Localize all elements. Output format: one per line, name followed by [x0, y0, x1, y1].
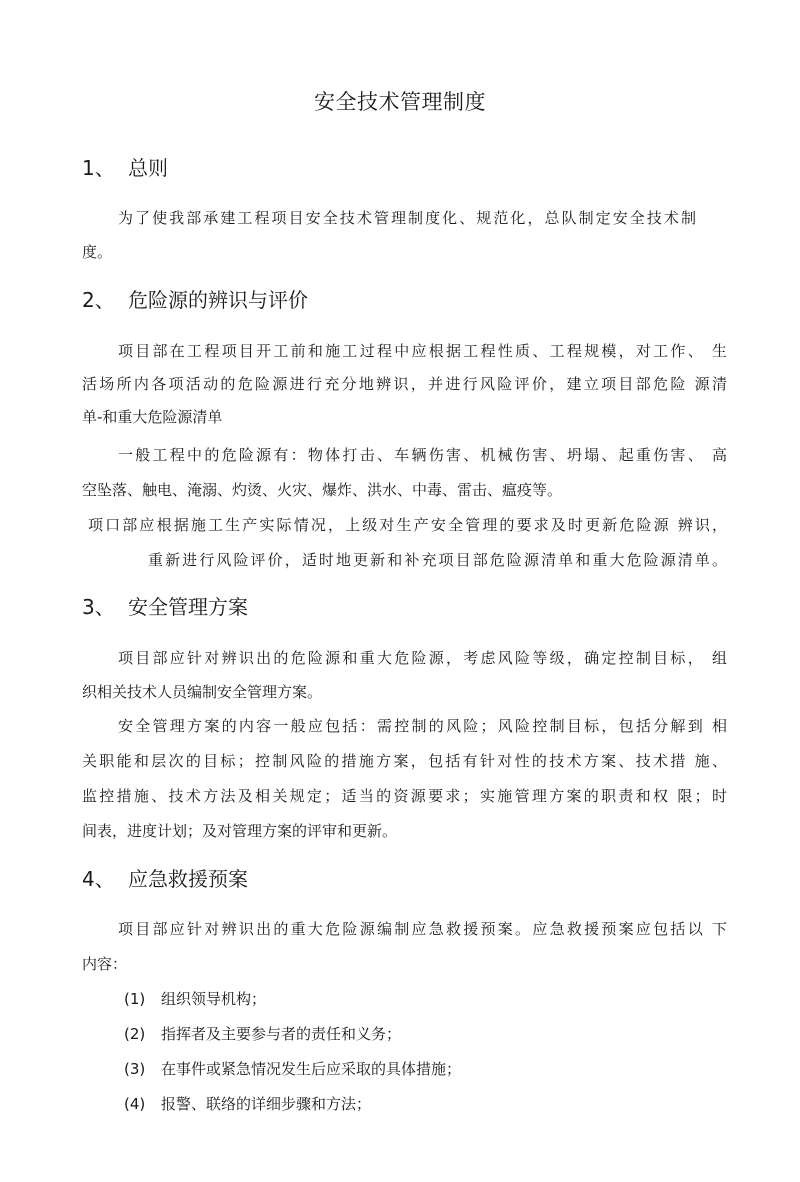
- list-item: [124, 1058, 461, 1080]
- list-item: [124, 1023, 401, 1045]
- paragraph-line: 间表，进度计划；及对管理方案的评审和更新。: [82, 822, 398, 840]
- list-item-number: (1): [124, 990, 146, 1008]
- section-title: 总则: [128, 156, 168, 180]
- section-heading: [82, 864, 248, 894]
- paragraph-line: 织相关技术人员编制安全管理方案。: [82, 683, 323, 701]
- list-item: [124, 1093, 371, 1115]
- paragraph-line: 一般工程中的危险源有：物体打击、车辆伤害、机械伤害、坍塌、起重伤害、 高: [118, 446, 727, 464]
- section-title: 危险源的辨识与评价: [128, 288, 308, 312]
- list-item-number: (4): [124, 1095, 146, 1113]
- paragraph-line: 关职能和层次的目标；控制风险的措施方案，包括有针对性的技术方案、技术措 施、: [82, 752, 727, 770]
- list-item-number: (3): [124, 1060, 146, 1078]
- section-heading: [82, 285, 308, 315]
- paragraph-line: 项目部应针对辨识出的危险源和重大危险源，考虑风险等级，确定控制目标， 组: [118, 649, 727, 667]
- list-item-number: (2): [124, 1025, 146, 1043]
- paragraph-line: 项目部应针对辨识出的重大危险源编制应急救援预案。应急救援预案应包括以 下: [118, 920, 727, 938]
- paragraph-line: 安全管理方案的内容一般应包括：需控制的风险；风险控制目标，包括分解到 相: [118, 717, 727, 735]
- section-number: 4、: [82, 867, 115, 891]
- section-title: 应急救援预案: [128, 867, 248, 891]
- list-item: [124, 988, 266, 1010]
- paragraph-line: 重新进行风险评价，适时地更新和补充项目部危险源清单和重大危险源清单。: [148, 551, 727, 569]
- section-number: 3、: [82, 595, 115, 619]
- list-item-text: 组织领导机构；: [161, 990, 267, 1008]
- section-heading: [82, 592, 248, 622]
- paragraph-line: 监控措施、技术方法及相关规定；适当的资源要求；实施管理方案的职责和权 限；时: [82, 787, 727, 805]
- paragraph-line: 项口部应根据施工生产实际情况，上级对生产安全管理的要求及时更新危险源 辨识，: [88, 516, 727, 534]
- section-number: 1、: [82, 156, 115, 180]
- list-item-text: 指挥者及主要参与者的责任和义务；: [161, 1025, 402, 1043]
- paragraph-line: 内容：: [82, 955, 128, 973]
- section-heading: [82, 153, 168, 183]
- paragraph-line: 项目部在工程项目开工前和施工过程中应根据工程性质、工程规模，对工作、 生: [118, 342, 727, 360]
- document-title: 安全技术管理制度: [314, 90, 486, 114]
- paragraph-line: 空坠落、触电、淹溺、灼烫、火灾、爆炸、洪水、中毒、雷击、瘟疫等。: [82, 481, 563, 499]
- paragraph-line: 度。: [82, 243, 113, 261]
- section-number: 2、: [82, 288, 115, 312]
- paragraph-line: 为了使我部承建工程项目安全技术管理制度化、规范化，总队制定安全技术制: [118, 209, 696, 227]
- list-item-text: 在事件或紧急情况发生后应采取的具体措施；: [161, 1060, 462, 1078]
- list-item-text: 报警、联络的详细步骤和方法；: [161, 1095, 372, 1113]
- paragraph-line: 单-和重大危险源清单: [82, 408, 223, 426]
- paragraph-line: 活场所内各项活动的危险源进行充分地辨识，并进行风险评价，建立项目部危险 源清: [82, 375, 727, 393]
- section-title: 安全管理方案: [128, 595, 248, 619]
